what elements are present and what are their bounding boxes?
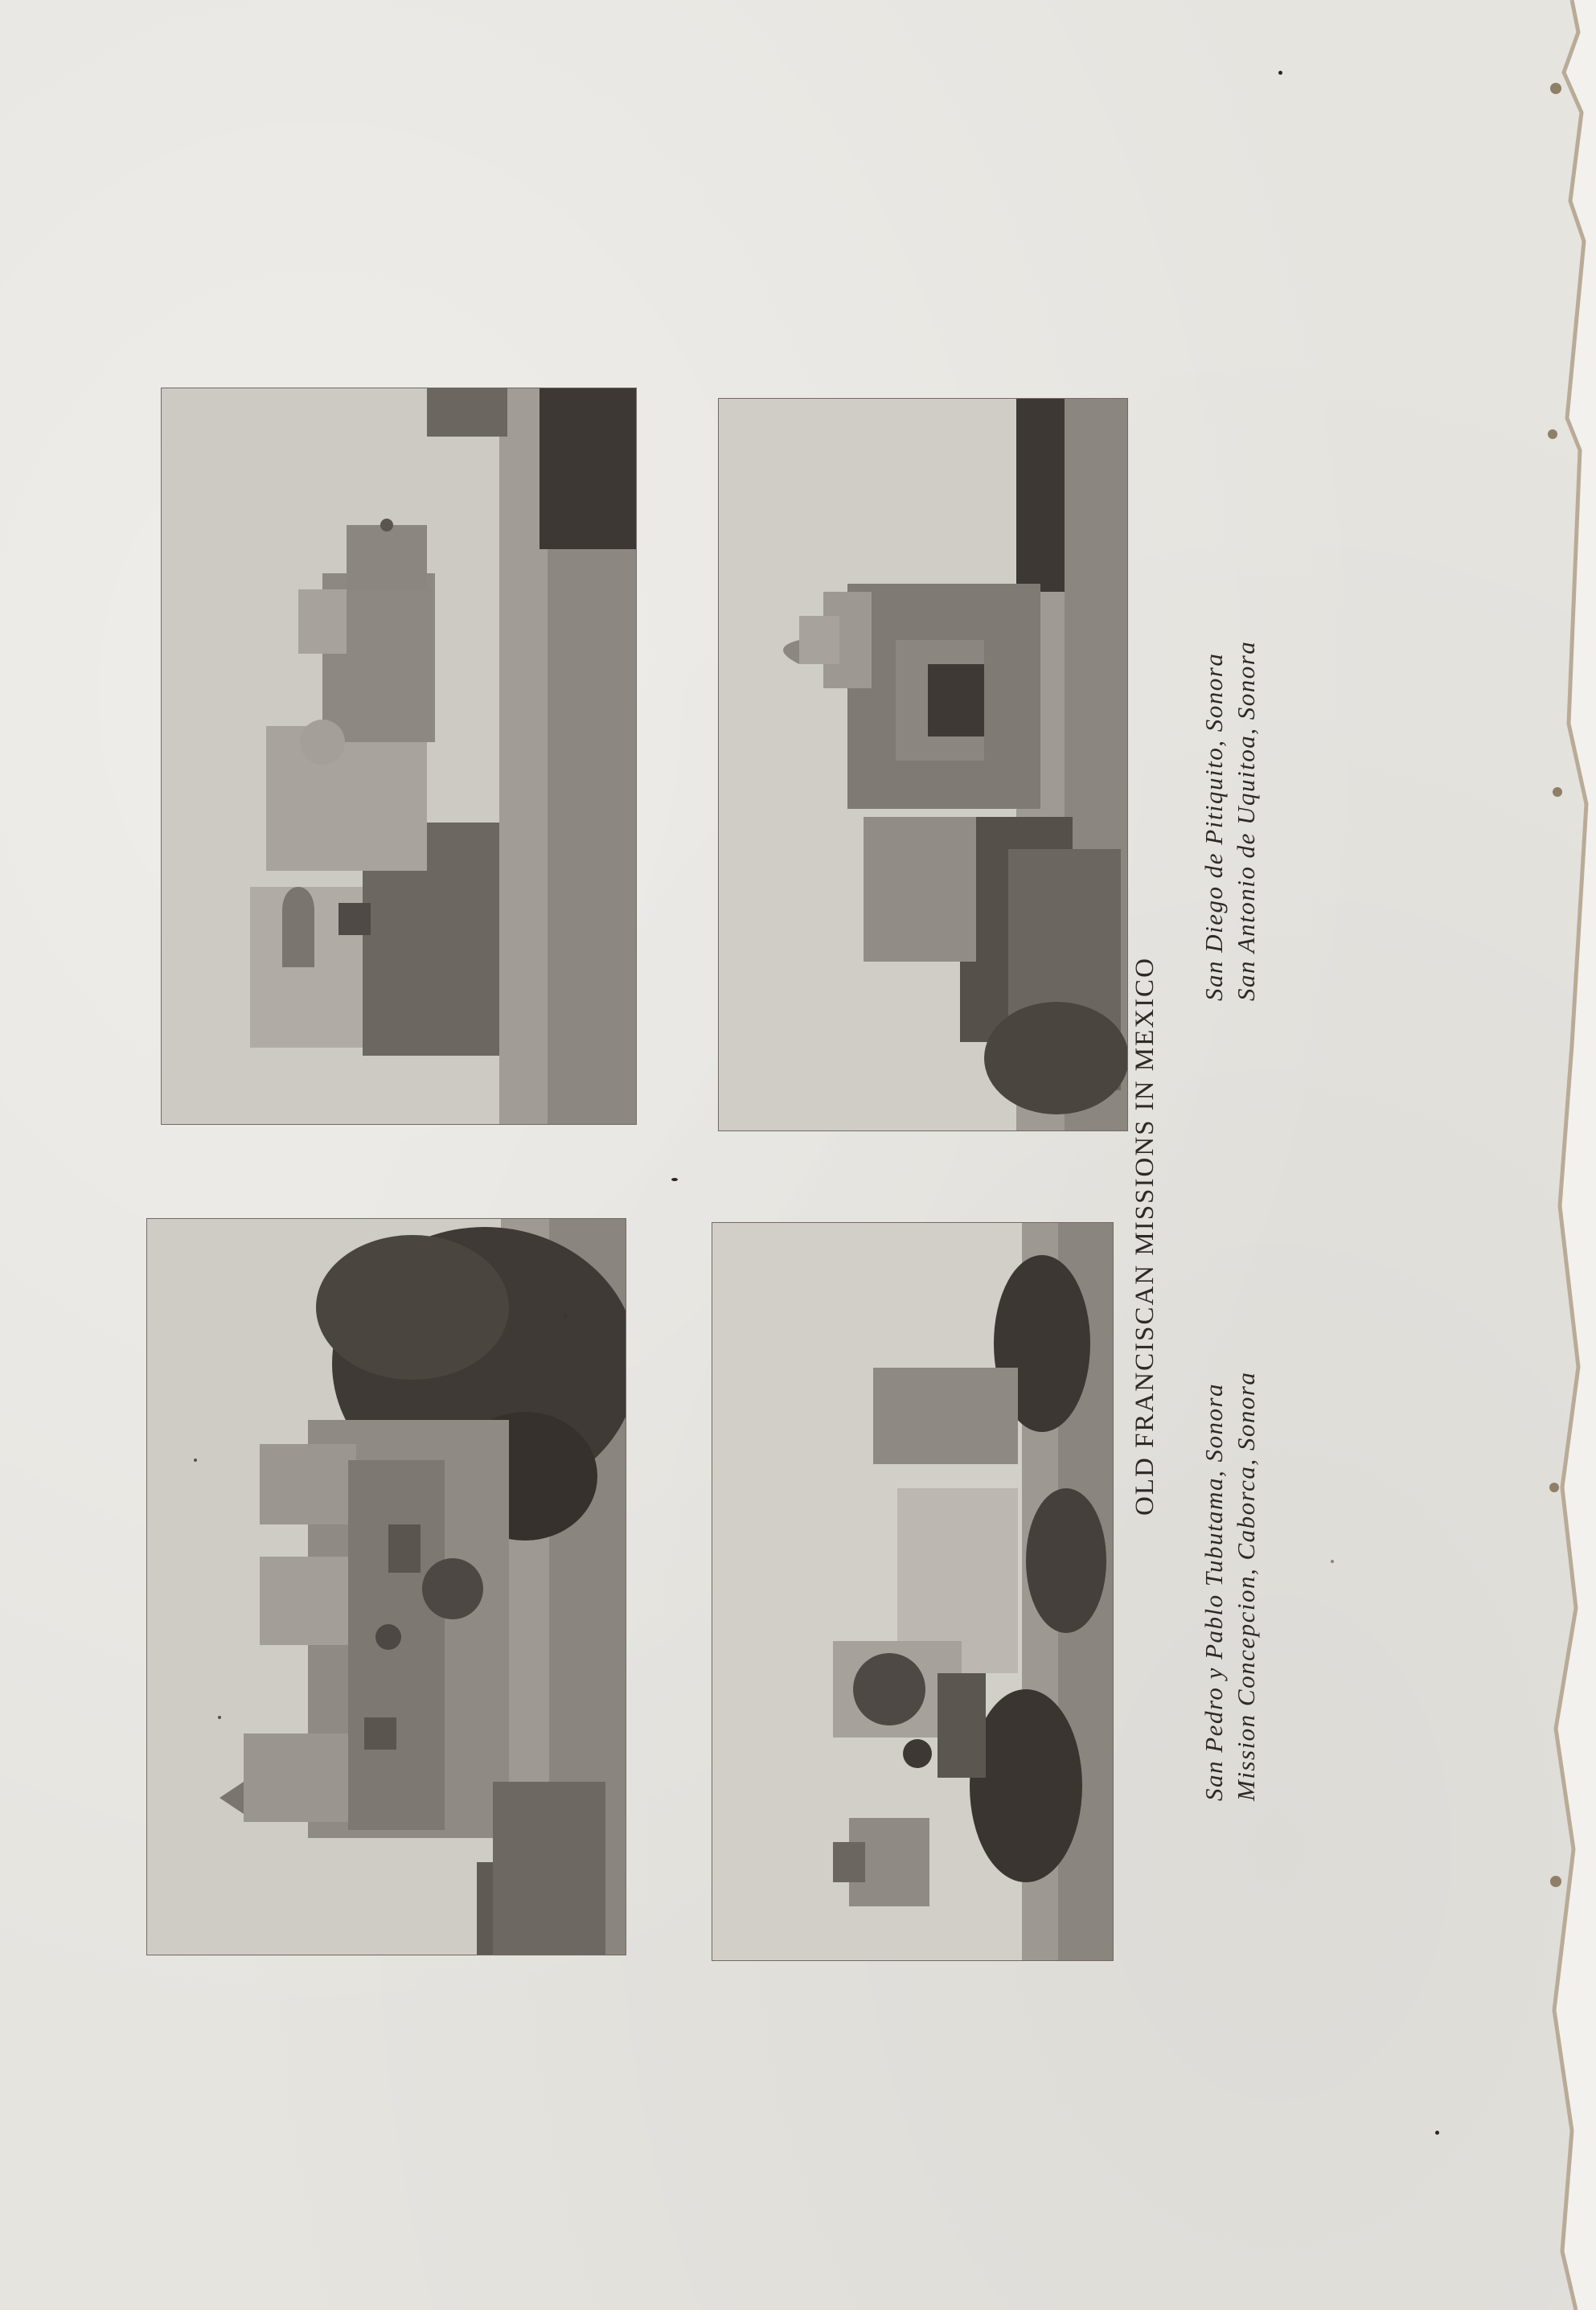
caption-caborca: Mission Concepcion, Caborca, Sonora <box>1232 1371 1260 1801</box>
paper-speck <box>1435 2131 1439 2135</box>
photo-tubutama <box>146 1218 626 1955</box>
plate-title: OLD FRANCISCAN MISSIONS IN MEXICO <box>1130 957 1159 1516</box>
paper-speck <box>1278 71 1282 75</box>
caption-uquitoa: San Antonio de Uquitoa, Sonora <box>1232 640 1260 1001</box>
caption-tubutama: San Pedro y Pablo Tubutama, Sonora <box>1200 1382 1228 1801</box>
photo-uquitoa <box>718 398 1128 1131</box>
torn-page-edge <box>1540 0 1596 2310</box>
photo-caborca <box>712 1222 1114 1961</box>
paper-speck <box>1331 1560 1334 1563</box>
caption-pitiquito: San Diego de Pitiquito, Sonora <box>1200 652 1228 1001</box>
paper-speck <box>671 1178 678 1181</box>
photo-pitiquito <box>161 388 637 1125</box>
